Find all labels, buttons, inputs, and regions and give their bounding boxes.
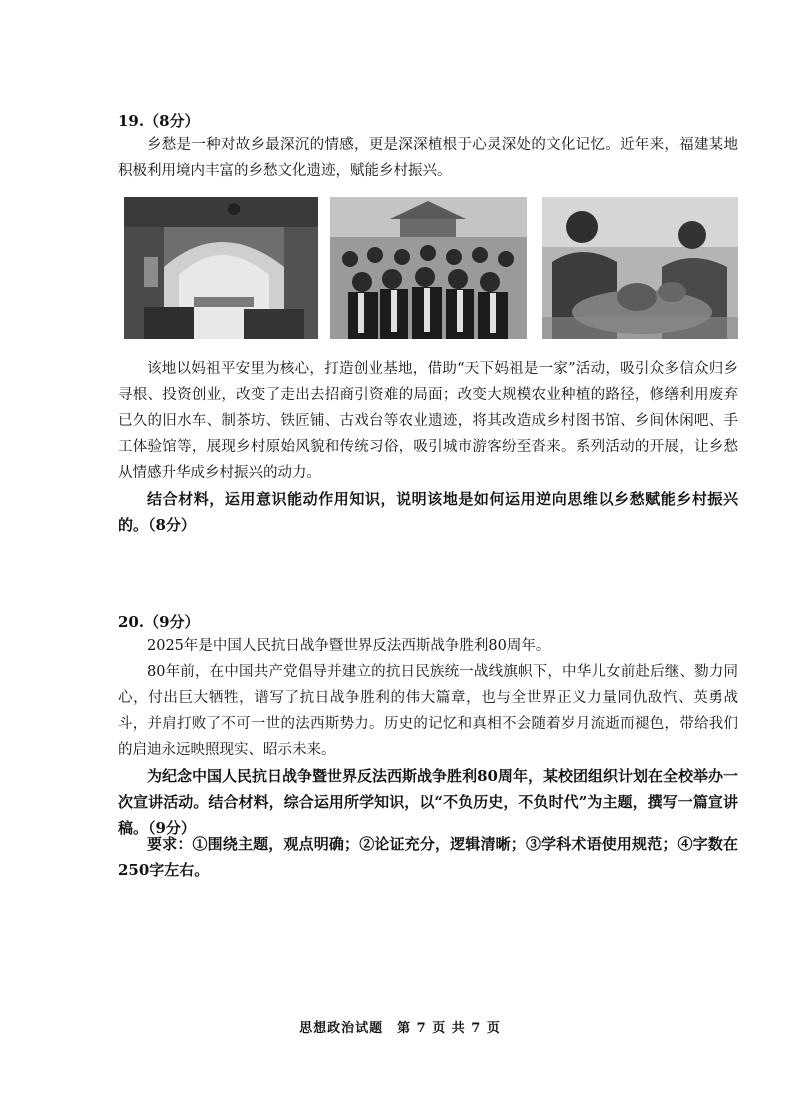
question-19-prompt: 结合材料，运用意识能动作用知识，说明该地是如何运用逆向思维以乡愁赋能乡村振兴的。（8分） xyxy=(118,490,738,534)
question-20-prompt: 为纪念中国人民抗日战争暨世界反法西斯战争胜利80周年，某校团组织计划在全校举办一次宣讲活动。结合材料，综合运用所学知识，以“不负历史，不负时代”为主题，撰写一篇宣讲稿。（9分） xyxy=(118,767,738,837)
question-20-paragraph-1: 2025年是中国人民抗日战争暨世界反法西斯战争胜利80周年。 xyxy=(147,638,551,654)
question-19-material: 该地以妈祖平安里为核心，打造创业基地，借助“天下妈祖是一家”活动，吸引众多信众归乡寻根、投资创业，改变了走出去招商引资难的局面；改变大规模农业种植的路径，修缮利用废弃已久的旧水车、制茶坊、铁匠铺、古戏台等农业遗迹，将其改造成乡村图书馆、乡间休闲吧、手工体验馆等，展现乡村原始风貌和传统习俗，吸引城市游客纷至沓来。系列活动的开展，让乡愁从情感升华成乡村振兴的动力。 xyxy=(118,361,738,481)
question-20-heading: 20.（9分） xyxy=(118,613,200,631)
question-19-intro: 乡愁是一种对故乡最深沉的情感，更是深深植根于心灵深处的文化记忆。近年来，福建某地积极利用境内丰富的乡愁文化遗迹，赋能乡村振兴。 xyxy=(118,137,738,179)
page-footer: 思想政治试题 第 7 页 共 7 页 xyxy=(299,1021,501,1036)
question-19-heading: 19.（8分） xyxy=(118,112,200,130)
question-20-paragraph-2: 80年前，在中国共产党倡导并建立的抗日民族统一战线旗帜下，中华儿女前赴后继、勠力同心，付出巨大牺牲，谱写了抗日战争胜利的伟大篇章，也与全世界正义力量同仇敌忾、英勇战斗，并肩打败了不可一世的法西斯势力。历史的记忆和真相不会随着岁月流逝而褪色，带给我们的启迪永远映照现实、昭示未来。 xyxy=(118,664,738,758)
photo-strip xyxy=(124,197,738,339)
question-20-requirements: 要求：①围绕主题，观点明确；②论证充分，逻辑清晰；③学科术语使用规范；④字数在250字左右。 xyxy=(118,835,738,879)
courtyard-photo xyxy=(124,197,318,339)
crowd-ceremony-photo xyxy=(330,197,527,339)
craft-workshop-photo xyxy=(542,197,738,339)
